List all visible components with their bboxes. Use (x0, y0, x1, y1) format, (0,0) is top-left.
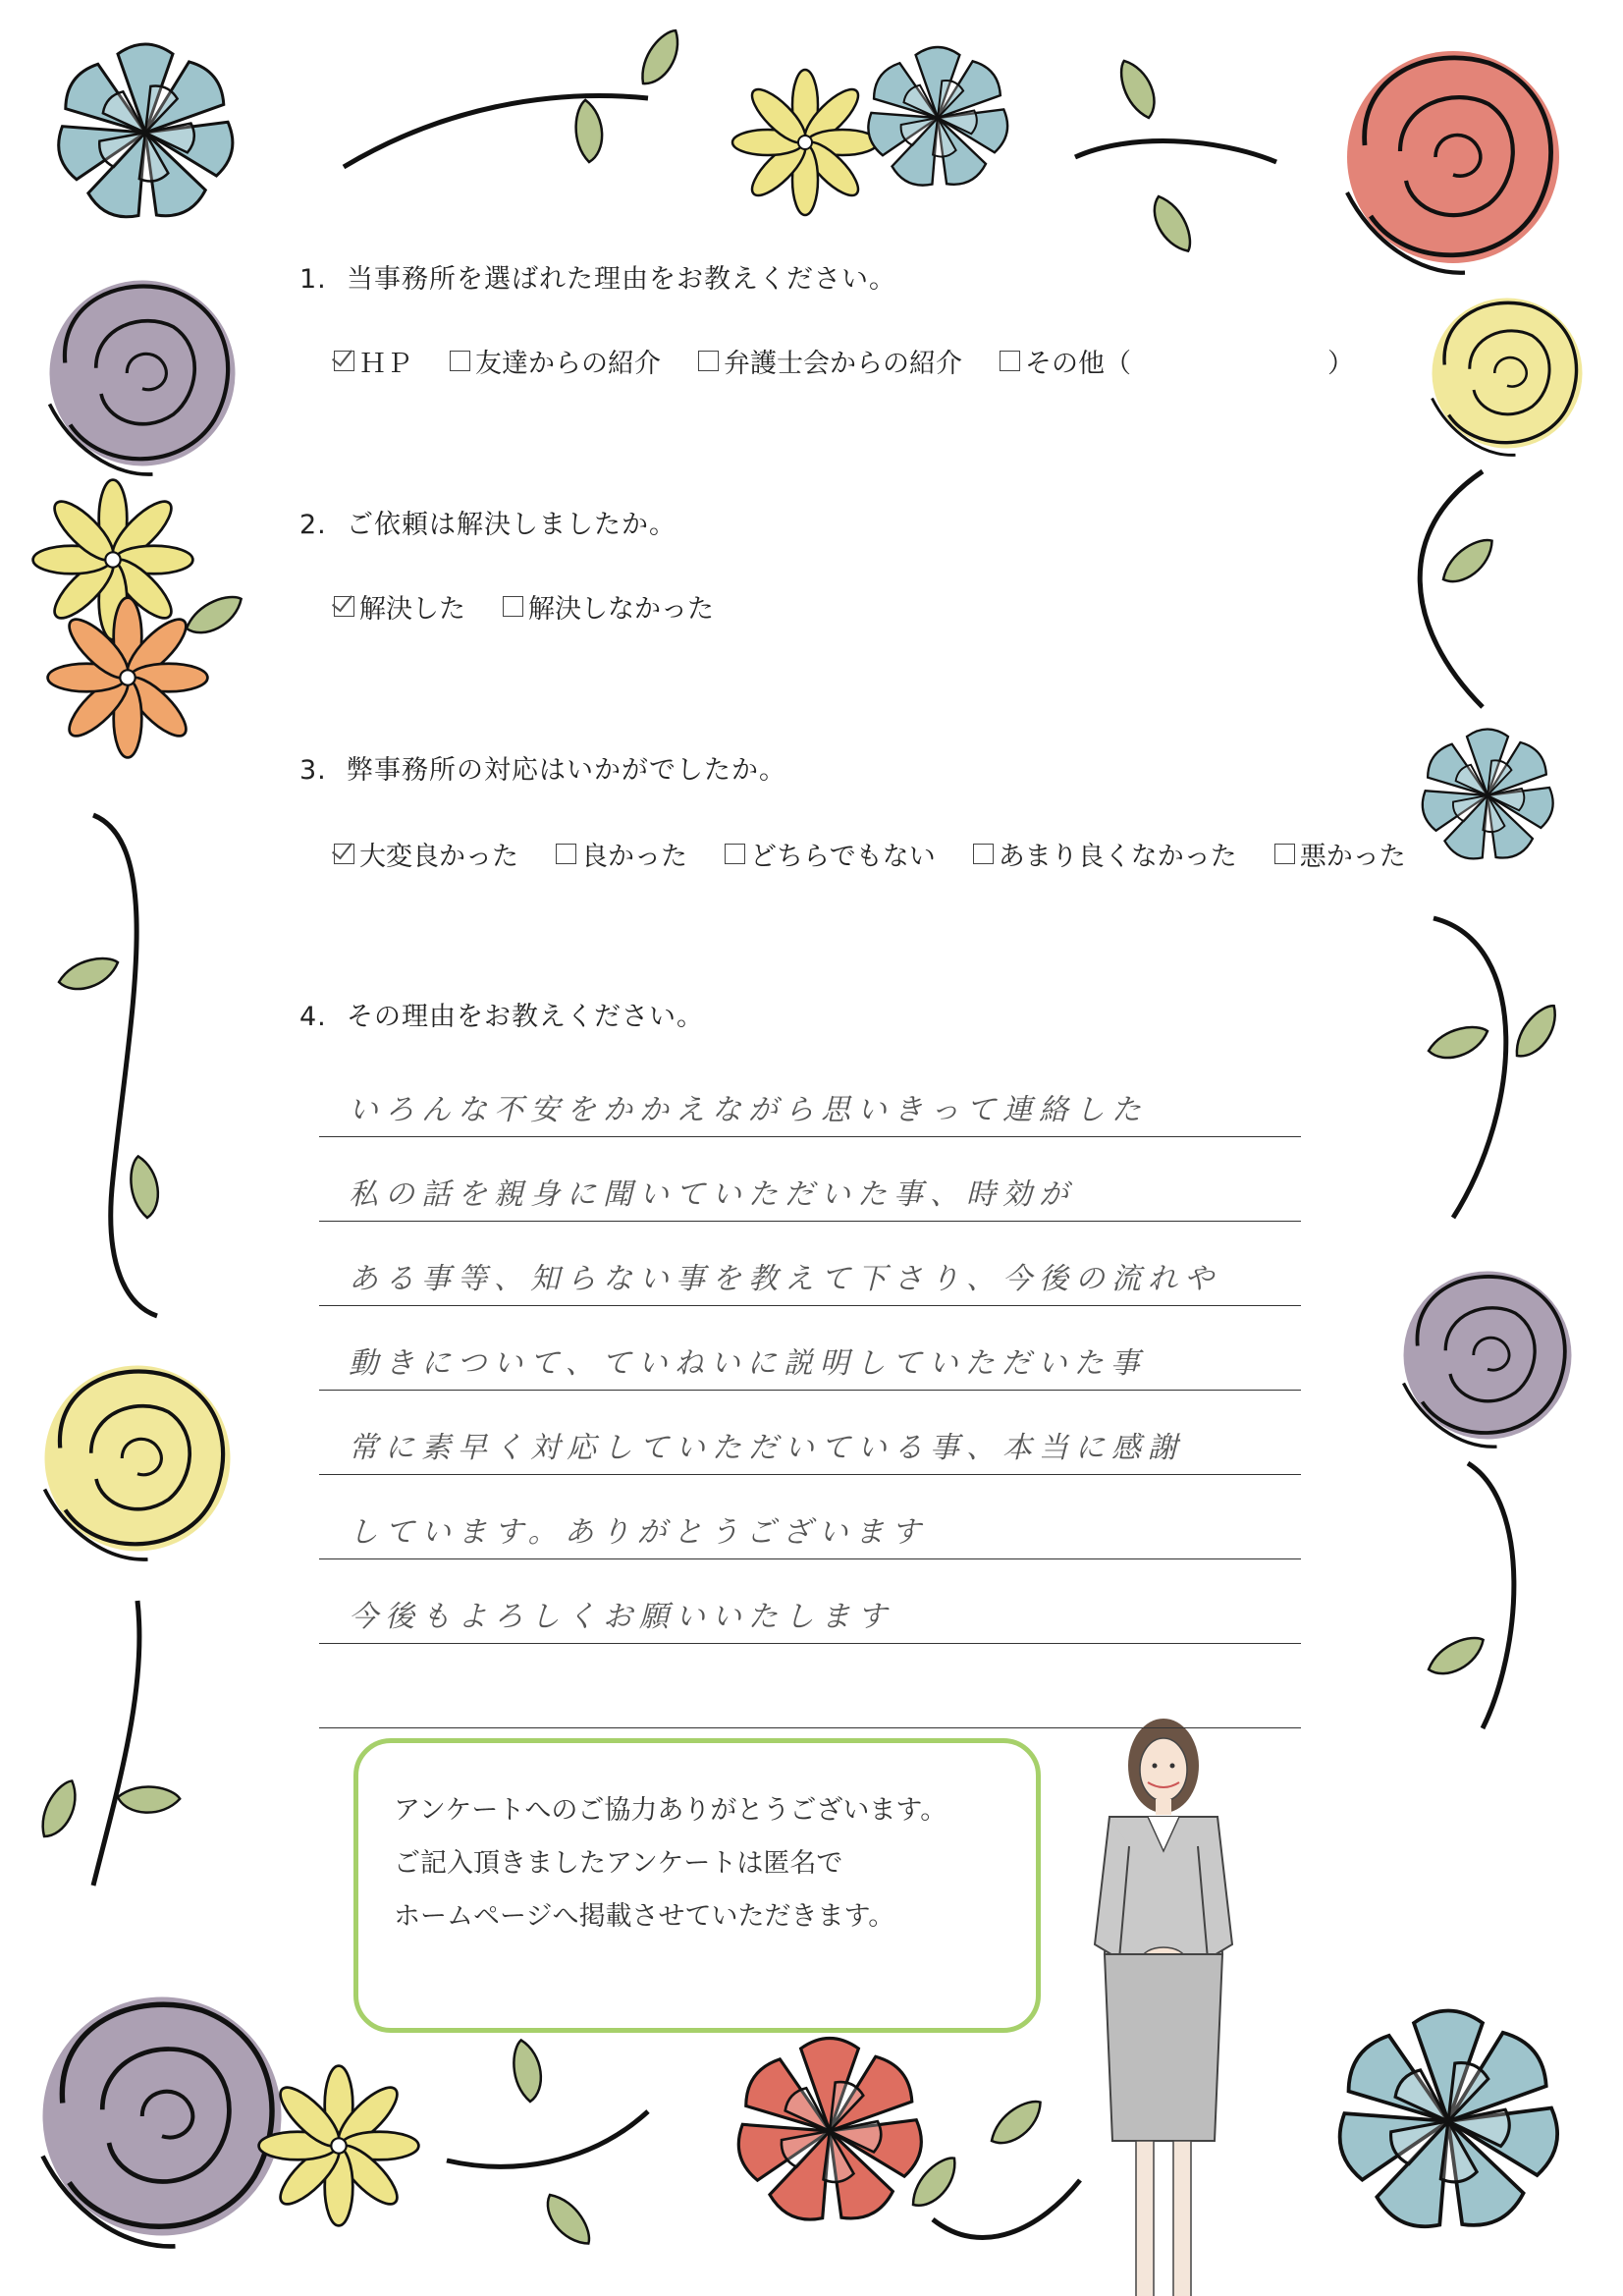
question-3-options (334, 835, 1443, 873)
checkbox[interactable] (1274, 844, 1295, 864)
checkbox[interactable] (556, 844, 576, 864)
question-text: 弊事務所の対応はいかがでしたか。 (347, 755, 786, 786)
checkbox[interactable] (698, 351, 719, 371)
answer-line[interactable] (319, 1053, 1301, 1137)
question-number: 4. (299, 1002, 327, 1032)
answer-lines[interactable] (319, 1053, 1301, 1728)
handwritten-text: ある事等、知らない事を教えて下さり、今後の流れや (349, 1262, 1220, 1296)
checkbox-checked[interactable] (334, 351, 354, 371)
answer-line[interactable] (319, 1306, 1301, 1391)
question-text: その理由をお教えください。 (347, 1002, 704, 1032)
question-number: 3. (299, 755, 327, 786)
option-not-very-good[interactable]: あまり良くなかった (973, 835, 1237, 873)
option-bar-association-referral[interactable]: 弁護士会からの紹介 (698, 342, 962, 380)
checkbox[interactable] (1000, 351, 1020, 371)
option-not-resolved[interactable]: 解決しなかった (503, 587, 714, 626)
option-friend-referral[interactable]: 友達からの紹介 (450, 342, 661, 380)
question-2 (299, 503, 676, 541)
question-1 (299, 257, 896, 296)
checkbox-checked[interactable] (334, 844, 354, 864)
option-hp[interactable]: ＨＰ (334, 342, 412, 380)
checkbox[interactable] (450, 351, 470, 371)
checkbox[interactable] (973, 844, 994, 864)
question-3 (299, 748, 786, 787)
question-number: 1. (299, 264, 327, 295)
option-neutral[interactable]: どちらでもない (725, 835, 936, 873)
question-2-options (334, 587, 751, 626)
thank-you-note (353, 1738, 1041, 2033)
question-text: ご依頼は解決しましたか。 (347, 510, 676, 540)
checkbox[interactable] (503, 596, 523, 617)
option-good[interactable]: 良かった (556, 835, 687, 873)
handwritten-text: 動きについて、ていねいに説明していただいた事 (349, 1346, 1147, 1381)
handwritten-text: 今後もよろしくお願いいたします (349, 1600, 893, 1634)
handwritten-text: しています。ありがとうございます (349, 1515, 928, 1550)
answer-line[interactable] (319, 1222, 1301, 1306)
answer-line[interactable] (319, 1391, 1301, 1475)
handwritten-text: 常に素早く対応していただいている事、本当に感謝 (349, 1431, 1184, 1465)
answer-line[interactable] (319, 1644, 1301, 1728)
office-woman-illustration (1095, 1719, 1232, 2296)
option-other[interactable]: その他（ ） (1000, 342, 1354, 380)
note-line: ホームページへ掲載させていただきます。 (394, 1901, 895, 1932)
option-bad[interactable]: 悪かった (1274, 835, 1406, 873)
note-line: アンケートへのご協力ありがとうございます。 (394, 1795, 947, 1826)
answer-line[interactable] (319, 1137, 1301, 1222)
checkbox-checked[interactable] (334, 596, 354, 617)
answer-line[interactable] (319, 1475, 1301, 1559)
option-resolved[interactable]: 解決した (334, 587, 465, 626)
question-number: 2. (299, 510, 327, 540)
answer-line[interactable] (319, 1559, 1301, 1644)
handwritten-text: 私の話を親身に聞いていただいた事、時効が (349, 1177, 1075, 1212)
question-text: 当事務所を選ばれた理由をお教えください。 (347, 264, 896, 295)
question-4 (299, 995, 704, 1033)
question-1-options (334, 342, 1391, 380)
handwritten-text: いろんな不安をかかえながら思いきって連絡した (349, 1093, 1148, 1127)
option-very-good[interactable]: 大変良かった (334, 835, 518, 873)
checkbox[interactable] (725, 844, 745, 864)
note-line: ご記入頂きましたアンケートは匿名で (394, 1848, 843, 1879)
